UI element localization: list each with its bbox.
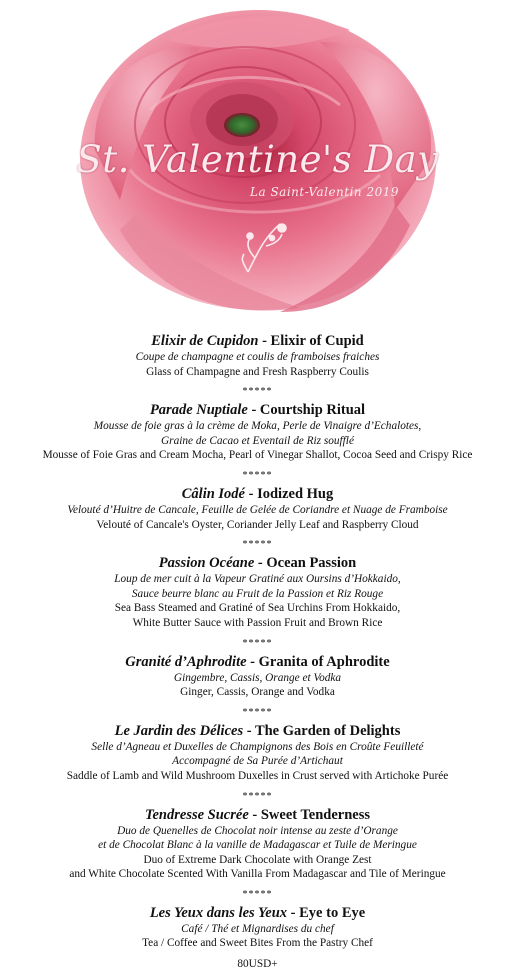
course-desc-en: Sea Bass Steamed and Gratiné of Sea Urchins From Hokkaido, <box>114 602 401 615</box>
menu-price: 80USD+ <box>237 958 278 971</box>
course-name-fr: Passion Océane <box>158 555 255 572</box>
separator: ***** <box>242 790 273 802</box>
course-item <box>0 401 515 463</box>
course-desc-fr: Mousse de foie gras à la crème de Moka, Perle de Vinaigre d’Echalotes, <box>93 420 422 433</box>
course-desc-fr: Accompagné de Sa Purée d’Artichaut <box>172 755 343 768</box>
separator: ***** <box>242 469 273 481</box>
separator: ***** <box>242 706 273 718</box>
course-desc-fr: Coupe de champagne et coulis de framboises fraiches <box>135 351 380 363</box>
separator: ***** <box>242 539 273 551</box>
course-name-en: Iodized Hug <box>257 485 334 502</box>
event-title: St. Valentine's Day <box>76 138 439 181</box>
course-name-en: Eye to Eye <box>299 904 366 921</box>
course-title: Granité d’Aphrodite - Granita of Aphrodite <box>125 653 390 670</box>
event-subtitle: La Saint-Valentin 2019 <box>250 185 400 199</box>
course-desc-fr: Gingembre, Cassis, Orange et Vodka <box>173 671 342 684</box>
course-title: Tendresse Sucrée - Sweet Tenderness <box>144 806 371 823</box>
course-name-en: Sweet Tenderness <box>260 806 371 823</box>
course-desc-fr: Selle d’Agneau et Duxelles de Champignons des Bois en Croûte Feuilleté <box>91 740 424 753</box>
course-desc-fr: Duo de Quenelles de Chocolat noir intense au zeste d’Orange <box>117 824 398 837</box>
course-name-fr: Le Jardin des Délices <box>114 722 244 739</box>
course-desc-fr: Velouté d’Huitre de Cancale, Feuille de Gelée de Coriandre et Nuage de Framboise <box>67 503 448 516</box>
course-name-fr: Les Yeux dans les Yeux <box>149 904 288 921</box>
course-desc-en: White Butter Sauce with Passion Fruit and Brown Rice <box>132 616 383 629</box>
course-name-fr: Parade Nuptiale <box>149 402 248 419</box>
course-item <box>0 485 515 532</box>
hero-banner <box>0 0 515 325</box>
course-name-en: Granita of Aphrodite <box>258 653 390 670</box>
course-desc-en: Ginger, Cassis, Orange and Vodka <box>180 686 335 699</box>
course-item <box>0 722 515 784</box>
course-title: Passion Océane - Ocean Passion <box>158 555 357 572</box>
course-title: Le Jardin des Délices - The Garden of Delights <box>114 722 401 739</box>
course-desc-en: Saddle of Lamb and Wild Mushroom Duxelles in Crust served with Artichoke Purée <box>66 769 449 782</box>
course-name-en: The Garden of Delights <box>254 722 401 739</box>
course-item <box>0 806 515 882</box>
course-item <box>0 904 515 951</box>
course-desc-fr: Sauce beurre blanc au Fruit de la Passion et Riz Rouge <box>131 587 384 600</box>
separator: ***** <box>242 888 273 900</box>
course-desc-fr: et de Chocolat Blanc à la vanille de Madagascar et Tuile de Meringue <box>98 839 417 852</box>
course-name-fr: Granité d’Aphrodite <box>125 653 247 670</box>
separator: ***** <box>242 386 273 398</box>
course-name-en: Courtship Ritual <box>259 402 366 419</box>
course-title: Parade Nuptiale - Courtship Ritual <box>149 402 366 419</box>
course-title: Les Yeux dans les Yeux - Eye to Eye <box>149 904 366 921</box>
course-title: Elixir de Cupidon - Elixir of Cupid <box>151 333 364 349</box>
course-name-fr: Câlin Iodé <box>181 485 245 502</box>
course-desc-en: Glass of Champagne and Fresh Raspberry Coulis <box>146 365 369 378</box>
course-name-fr: Tendresse Sucrée <box>144 806 249 823</box>
course-item <box>0 653 515 700</box>
separator: ***** <box>242 637 273 649</box>
course-desc-fr: Café / Thé et Mignardises du chef <box>181 922 334 935</box>
menu-list <box>0 332 515 971</box>
course-item <box>0 332 515 379</box>
course-title: Câlin Iodé - Iodized Hug <box>181 485 334 502</box>
course-name-en: Elixir of Cupid <box>270 333 364 349</box>
course-name-en: Ocean Passion <box>266 555 357 572</box>
course-desc-en: Duo of Extreme Dark Chocolate with Orange Zest <box>143 853 372 866</box>
course-desc-en: Velouté of Cancale's Oyster, Coriander Jelly Leaf and Raspberry Cloud <box>96 518 419 531</box>
course-desc-en: Mousse of Foie Gras and Cream Mocha, Pearl of Vinegar Shallot, Cocoa Seed and Crispy Rice <box>42 449 473 462</box>
course-desc-fr: Graine de Cacao et Eventail de Riz soufflé <box>161 434 354 447</box>
course-desc-fr: Loup de mer cuit à la Vapeur Gratiné aux Oursins d’Hokkaido, <box>114 573 401 586</box>
course-item <box>0 554 515 630</box>
course-name-fr: Elixir de Cupidon <box>151 333 259 349</box>
course-desc-en: Tea / Coffee and Sweet Bites From the Pastry Chef <box>142 937 373 950</box>
course-desc-en: and White Chocolate Scented With Vanilla From Madagascar and Tile of Meringue <box>69 868 446 881</box>
